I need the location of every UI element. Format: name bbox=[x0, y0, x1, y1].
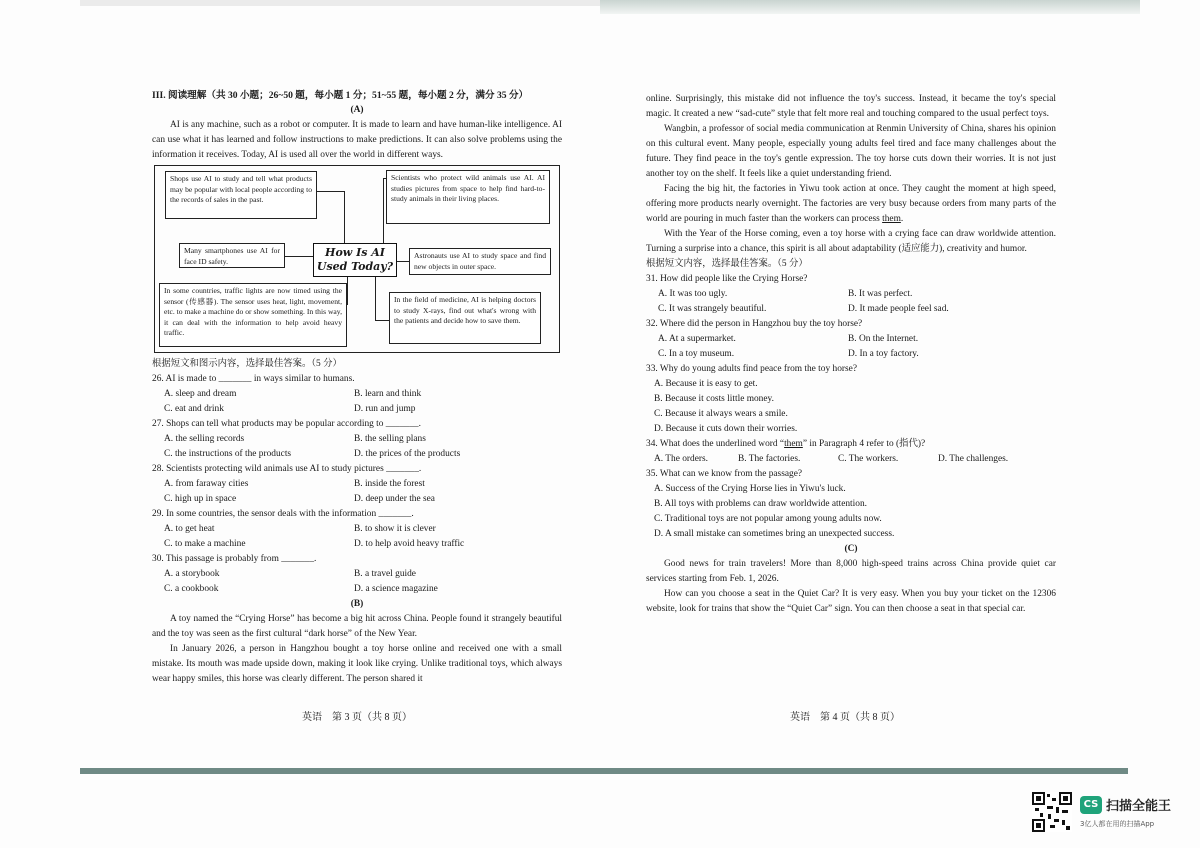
question-options bbox=[152, 567, 562, 597]
option[interactable]: A. to get heat bbox=[164, 524, 215, 534]
option[interactable]: A. from faraway cities bbox=[164, 479, 249, 489]
option[interactable]: B. learn and think bbox=[354, 389, 422, 399]
option[interactable]: B. All toys with problems can draw worldwide attention. bbox=[654, 499, 867, 509]
passage-b-p2: In January 2026, a person in Hangzhou bought a toy horse online and received one with a small mistake. Its mouth was made upside down, making it look like crying. Unlike traditional toys, which always wear happy smiles, this horse was clearly different. The person shared it bbox=[152, 644, 562, 684]
question-stem: 32. Where did the person in Hangzhou buy the toy horse? bbox=[646, 319, 863, 329]
passage-c-label: (C) bbox=[844, 544, 858, 554]
box-shops: Shops use AI to study and tell what products may be popular with local people according to the records of sales in the past. bbox=[165, 171, 317, 219]
question-34-options bbox=[646, 452, 1056, 467]
q34-stem-before: 34. What does the underlined word “ bbox=[646, 439, 785, 449]
passage-a-label: (A) bbox=[350, 105, 364, 115]
factories-text: Facing the big hit, the factories in Yiwu took action at once. They caught the moment at high speed, offering more products nearly overnight. The factories are very busy because orders from many parts of the world are pouring in much faster than the workers can process bbox=[646, 184, 1056, 224]
option[interactable]: C. the instructions of the products bbox=[164, 449, 292, 459]
question-stem: 28. Scientists protecting wild animals use AI to study pictures _______. bbox=[152, 464, 422, 474]
option[interactable]: B. the selling plans bbox=[354, 434, 426, 444]
connector bbox=[344, 191, 345, 243]
passage-b-year: With the Year of the Horse coming, even a toy horse with a crying face can draw worldwide attention. Turning a surprise into a chance, this spirit is all about adaptability (适应能力), creativity and humor. bbox=[646, 229, 1056, 254]
option[interactable]: A. At a supermarket. bbox=[658, 334, 736, 344]
connector bbox=[375, 277, 376, 321]
brand-tagline: 3亿人都在用的扫描App bbox=[1080, 820, 1155, 828]
scan-edge-shadow-left bbox=[80, 0, 600, 6]
q34-stem-word: them bbox=[784, 439, 803, 449]
box-medicine: In the field of medicine, AI is helping doctors to study X-rays, find out what's wrong with the patients and decide how to save them. bbox=[389, 292, 541, 344]
question-35-stem: 35. What can we know from the passage? bbox=[646, 469, 803, 479]
questions-31-33 bbox=[646, 272, 1056, 437]
passage-b-continue: online. Surprisingly, this mistake did not influence the toy's success. Instead, it became the toy's special magic. It created a new “sad-cute” style that felt more real and touching compared to the usual perfect toys. bbox=[646, 94, 1056, 119]
option[interactable]: B. a travel guide bbox=[354, 569, 416, 579]
connector bbox=[317, 191, 345, 192]
option[interactable]: D. the prices of the products bbox=[354, 449, 461, 459]
option[interactable]: D. deep under the sea bbox=[354, 494, 435, 504]
option[interactable]: C. eat and drink bbox=[164, 404, 224, 414]
connector bbox=[375, 320, 389, 321]
question-35-options bbox=[646, 482, 1056, 542]
camscanner-logo-icon: CS bbox=[1080, 796, 1102, 814]
option[interactable]: C. a cookbook bbox=[164, 584, 219, 594]
question-stem: 31. How did people like the Crying Horse? bbox=[646, 274, 808, 284]
ai-usage-diagram bbox=[154, 165, 560, 353]
questions-26-30 bbox=[152, 372, 562, 597]
scan-edge-shadow bbox=[600, 0, 1140, 14]
question-options bbox=[646, 332, 1056, 362]
brand-name: 扫描全能王 bbox=[1106, 799, 1172, 814]
box-smartphones: Many smartphones use AI for face ID safety. bbox=[179, 243, 285, 268]
question-34-stem bbox=[646, 437, 1056, 452]
passage-b-label: (B) bbox=[350, 599, 364, 609]
option[interactable]: D. The challenges. bbox=[938, 454, 1009, 464]
option[interactable]: D. In a toy factory. bbox=[848, 349, 919, 359]
diagram-center-title: How Is AI Used Today? bbox=[313, 243, 397, 277]
underlined-word: them bbox=[882, 214, 901, 224]
option[interactable]: A. The orders. bbox=[654, 454, 708, 464]
question-stem: 26. AI is made to _______ in ways similar to humans. bbox=[152, 374, 355, 384]
connector bbox=[397, 261, 409, 262]
option[interactable]: A. Success of the Crying Horse lies in Yiwu's luck. bbox=[654, 484, 846, 494]
option[interactable]: B. Because it costs little money. bbox=[654, 394, 774, 404]
question-options bbox=[646, 377, 1056, 437]
option[interactable]: A. a storybook bbox=[164, 569, 220, 579]
connector bbox=[383, 178, 384, 243]
option[interactable]: C. Traditional toys are not popular among young adults now. bbox=[654, 514, 882, 524]
option[interactable]: D. run and jump bbox=[354, 404, 416, 414]
question-options bbox=[152, 477, 562, 507]
option[interactable]: A. Because it is easy to get. bbox=[654, 379, 758, 389]
option[interactable]: B. On the Internet. bbox=[848, 334, 919, 344]
passage-a-text: AI is any machine, such as a robot or computer. It is made to learn and have human-like intelligence. AI can use what it has learned and follow instructions to make predictions. It can also solve problems using the information it receives. Today, AI is used all over the world in different ways. bbox=[152, 120, 562, 160]
option[interactable]: A. It was too ugly. bbox=[658, 289, 728, 299]
question-options bbox=[152, 387, 562, 417]
question-stem: 33. Why do young adults find peace from the toy horse? bbox=[646, 364, 857, 374]
page-4 bbox=[646, 92, 1056, 617]
q34-stem-after: ” in Paragraph 4 refer to (指代)? bbox=[802, 439, 926, 449]
box-traffic: In some countries, traffic lights are now timed using the sensor (传感器). The sensor uses heat, light, movement, etc. to make a machine do or show something. In this way, it can deal with the information to help avoid heavy traffic. bbox=[159, 283, 347, 347]
scan-bottom-edge-right bbox=[600, 768, 1128, 774]
question-options bbox=[152, 432, 562, 462]
passage-b-p1: A toy named the “Crying Horse” has become a big hit across China. People found it strangely beautiful and the toy was seen as the first cultural “dark horse” of the New Year. bbox=[152, 614, 562, 639]
option[interactable]: D. A small mistake can sometimes bring an unexpected success. bbox=[654, 529, 895, 539]
instruction-a: 根据短文和图示内容，选择最佳答案。（5 分） bbox=[152, 359, 342, 369]
box-scientists: Scientists who protect wild animals use AI. AI studies pictures from space to help find hard-to-study animals in their living places. bbox=[386, 170, 550, 224]
qr-code-icon bbox=[1032, 792, 1072, 832]
option[interactable]: B. inside the forest bbox=[354, 479, 425, 489]
option[interactable]: D. Because it cuts down their worries. bbox=[654, 424, 798, 434]
page-3 bbox=[152, 88, 562, 687]
question-stem: 27. Shops can tell what products may be popular according to _______. bbox=[152, 419, 421, 429]
option[interactable]: C. high up in space bbox=[164, 494, 237, 504]
option[interactable]: B. The factories. bbox=[738, 454, 801, 464]
option[interactable]: D. It made people feel sad. bbox=[848, 304, 949, 314]
connector bbox=[285, 256, 313, 257]
passage-b-wangbin: Wangbin, a professor of social media communication at Renmin University of China, shares his opinion on this cultural event. Many people, especially young adults feel tired and face many challenges about the future. They find peace in the toy's gentle expression. The toy horse cuts down their worries. It is not just another toy on the shelf. It feels like a quiet understanding friend. bbox=[646, 124, 1056, 179]
option[interactable]: C. Because it always wears a smile. bbox=[654, 409, 788, 419]
connector bbox=[347, 277, 348, 305]
question-options bbox=[646, 287, 1056, 317]
option[interactable]: D. a science magazine bbox=[354, 584, 438, 594]
footer-page-4: 英语 第 4 页（共 8 页） bbox=[790, 712, 900, 723]
passage-c-p1: Good news for train travelers! More than 8,000 high-speed trains across China provide quiet car services starting from Feb. 1, 2026. bbox=[646, 559, 1056, 584]
instruction-b: 根据短文内容，选择最佳答案。（5 分） bbox=[646, 259, 808, 269]
box-astronauts: Astronauts use AI to study space and find new objects in outer space. bbox=[409, 248, 551, 275]
option[interactable]: B. to show it is clever bbox=[354, 524, 436, 534]
option[interactable]: D. to help avoid heavy traffic bbox=[354, 539, 465, 549]
scan-bottom-edge bbox=[80, 768, 600, 774]
passage-c-p2: How can you choose a seat in the Quiet Car? It is very easy. When you buy your ticket on the 12306 website, look for trains that show the “Quiet Car” sign. You can then choose a seat in that special car. bbox=[646, 589, 1056, 614]
option[interactable]: B. It was perfect. bbox=[848, 289, 913, 299]
question-stem: 30. This passage is probably from _______. bbox=[152, 554, 317, 564]
option[interactable]: A. the selling records bbox=[164, 434, 245, 444]
option[interactable]: A. sleep and dream bbox=[164, 389, 237, 399]
question-options bbox=[152, 522, 562, 552]
option[interactable]: C. In a toy museum. bbox=[658, 349, 735, 359]
option[interactable]: C. The workers. bbox=[838, 454, 899, 464]
option[interactable]: C. to make a machine bbox=[164, 539, 246, 549]
section-heading: III. 阅读理解（共 30 小题；26~50 题，每小题 1 分；51~55 题，每小题 2 分，满分 35 分） bbox=[152, 90, 529, 101]
question-stem: 29. In some countries, the sensor deals with the information _______. bbox=[152, 509, 414, 519]
footer-page-3: 英语 第 3 页（共 8 页） bbox=[302, 712, 412, 723]
passage-b-factories: Facing the big hit, the factories in Yiwu took action at once. They caught the moment at high speed, offering more products nearly overnight. The factories are very busy because orders from many parts of the world are pouring in much faster than the workers can process them. bbox=[646, 184, 1056, 224]
option[interactable]: C. It was strangely beautiful. bbox=[658, 304, 767, 314]
